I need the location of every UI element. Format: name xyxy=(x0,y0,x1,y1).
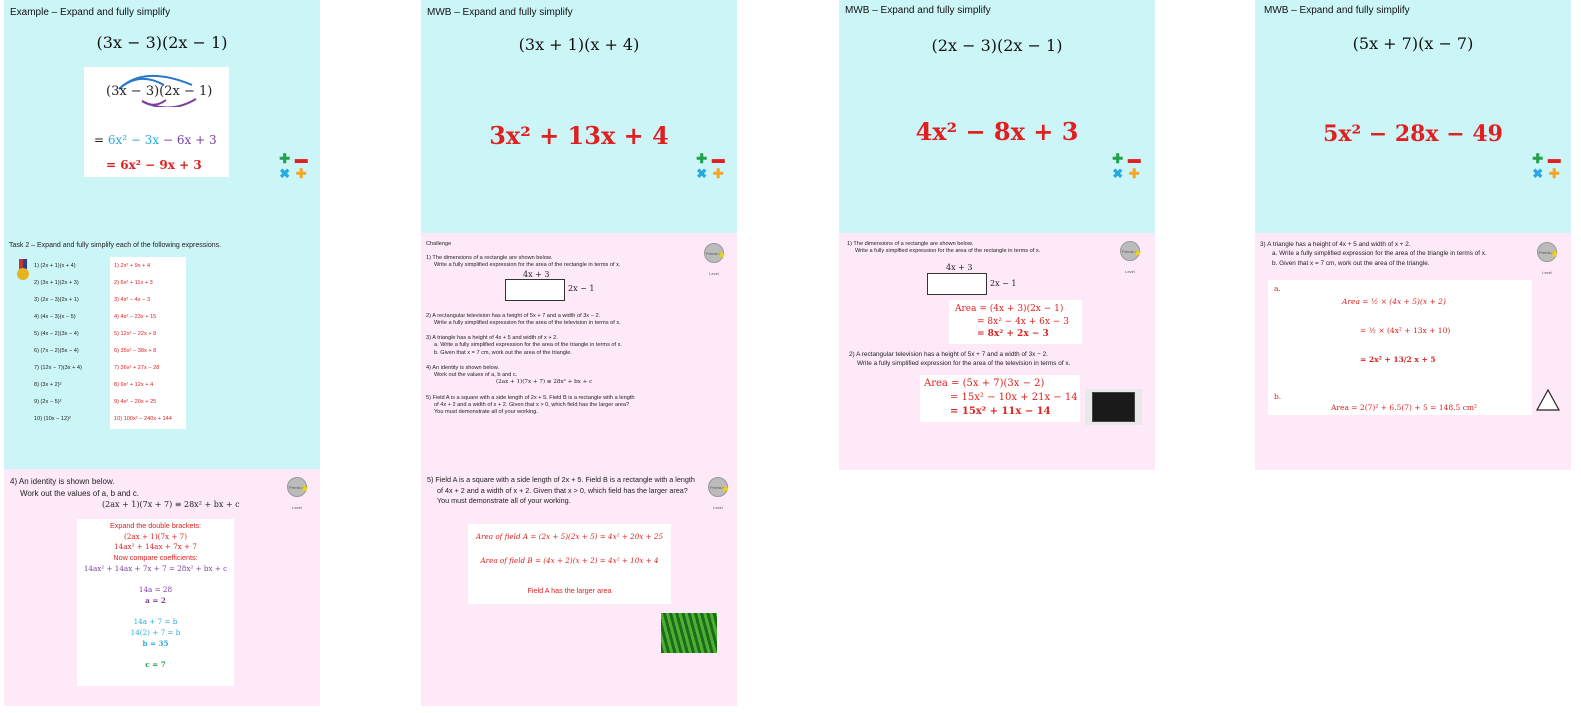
question: 4) (4x − 3)(x − 5) xyxy=(34,313,76,320)
answer: 1) 2x² + 9x + 4 xyxy=(114,262,151,269)
answer: 4x² − 8x + 3 xyxy=(915,117,1079,146)
solution-line: Expand the double brackets: xyxy=(109,521,202,530)
operations-icon: ✚ ▬ ✖ ✚ xyxy=(279,151,308,181)
premium-level-badge: Premium Level ★ xyxy=(287,477,307,497)
slide-title: MWB – Expand and fully simplify xyxy=(1264,5,1410,16)
triangle-question: 3) A triangle has a height of 4x + 5 and width of x + 2. a. Write a fully simplified expression for the area of the triangle in terms of x. b. Given that x = 7 cm, work out the area of the triangle. xyxy=(1260,241,1487,267)
answer: 3x² + 13x + 4 xyxy=(489,121,669,150)
column-1 xyxy=(4,0,320,713)
example-expression: (3x − 3)(2x − 1) xyxy=(106,84,213,99)
answer: 8) 9x² + 12x + 4 xyxy=(114,381,154,388)
rectangle-diagram xyxy=(927,273,987,295)
answer: 3) 4x² − 4x − 3 xyxy=(114,296,151,303)
slide-mwb-3 xyxy=(1255,0,1571,233)
solution-line: Now compare coefficients: xyxy=(113,553,198,563)
premium-level-badge: Premium Level ★ xyxy=(704,243,724,263)
triangle-solution-box: a. Area = ½ × (4x + 5)(x + 2) = ½ × (4x² + 13x + 10) = 2x² + 13/2 x + 5 b. Area = 2(7)² + 6.5(7) + 5 = 148.5 cm² xyxy=(1268,280,1532,415)
slide-triangle-solution xyxy=(1255,233,1571,470)
operations-icon: ✚ ▬ ✖ ✚ xyxy=(696,151,725,181)
column-2 xyxy=(421,0,737,713)
solution-line: 14a = 28 xyxy=(138,585,173,595)
question: 2) (3x + 1)(2x + 3) xyxy=(34,279,79,286)
question: 10) (10x − 12)² xyxy=(34,415,71,422)
question: 9) (2x − 5)² xyxy=(34,398,62,405)
identity-question: 4) An identity is shown below. xyxy=(10,477,115,486)
answer: 4) 4x² − 23x + 15 xyxy=(114,313,157,320)
expression: (2x − 3)(2x − 1) xyxy=(931,36,1063,55)
answer: 5x² − 28x − 49 xyxy=(1323,121,1503,147)
expression: (3x + 1)(x + 4) xyxy=(518,35,640,54)
rect-side-label: 2x − 1 xyxy=(990,279,1017,288)
operations-icon: ✚ ▬ ✖ ✚ xyxy=(1532,151,1561,181)
slide-rect-solution xyxy=(839,233,1155,470)
answers-box xyxy=(110,257,186,429)
solution-line: a = 2 xyxy=(145,595,166,605)
solution-line: (2ax + 1)(7x + 7) xyxy=(123,531,188,541)
answer: 7) 36x² + 27x − 28 xyxy=(114,364,160,371)
slide-title: MWB – Expand and fully simplify xyxy=(427,7,573,18)
question: 8) (3x + 2)² xyxy=(34,381,62,388)
tv-question: 2) A rectangular television has a height of 5x + 7 and a width of 3x − 2. Write a fully simplified expression for the area of the television in terms of x. xyxy=(849,351,1071,367)
solution-line: 14(2) + 7 = b xyxy=(130,628,181,638)
question: 3) (2x − 3)(2x + 1) xyxy=(34,296,79,303)
answer: 9) 4x² − 20x + 25 xyxy=(114,398,157,405)
column-4 xyxy=(1255,0,1571,470)
solution-line: c = 7 xyxy=(145,660,166,670)
challenge-text: 1) The dimensions of a rectangle are shown below. Write a fully simplified expression for the area of the rectangle in terms of x. 4x + 3 2x − 1 2) A rectangular television has a height of 5x + 7 and a width of 3x − 2. Write a fully simplified expression for the area of the television in terms of x. 3) A triangle has a height of 4x + 5 and width of x + 2. a. Write a fully simplified expression for the area of the triangle in terms of x. b. Given that x = 7 cm, work out the area of the triangle. 4) An identity is shown below. Work out the values of a, b and c. (2ax + 1)(7x + 7) ≡ 28x² + bx + c 5) Field A is a square with a side length of 2x + 5. Field B is a rectangle with a length of 4x + 2 and a width of x + 2. Given that x > 0, which field has the larger area? You must demonstrate all of your working. xyxy=(426,255,635,416)
identity-expression: (2ax + 1)(7x + 7) ≡ 28x² + bx + c xyxy=(102,500,240,509)
answer: 2) 6x² + 11x + 3 xyxy=(114,279,153,286)
slide-example xyxy=(4,0,320,233)
rectangle-diagram xyxy=(505,279,565,301)
answer: 10) 100x² − 240x + 144 xyxy=(114,415,172,422)
term-3: − 6x xyxy=(159,133,192,147)
tv-image xyxy=(1085,389,1142,425)
term-2: − 3x xyxy=(127,133,160,147)
triangle-icon xyxy=(1535,388,1561,412)
rect-top-label: 4x + 3 xyxy=(946,263,973,272)
question: 7) (12x − 7)(3x + 4) xyxy=(34,364,82,371)
answer: 5) 12x² − 22x + 8 xyxy=(114,330,157,337)
term-4: + 3 xyxy=(191,133,217,147)
question: 5) (4x − 2)(3x − 4) xyxy=(34,330,79,337)
field-image xyxy=(661,613,717,653)
column-3 xyxy=(839,0,1155,470)
slide-title: Example – Expand and fully simplify xyxy=(10,7,171,18)
rect-solution-box: Area = (4x + 3)(2x − 1) = 8x² − 4x + 6x − 3 = 8x² + 2x − 3 xyxy=(949,300,1082,344)
challenge-heading: Challenge xyxy=(426,241,452,247)
slide-challenge xyxy=(421,233,737,469)
premium-level-badge: Premium Level ★ xyxy=(1120,241,1140,261)
expression: (3x − 3)(2x − 1) xyxy=(96,33,228,52)
question: 1) (2x + 1)(x + 4) xyxy=(34,262,76,269)
gold-medal-icon xyxy=(16,259,30,287)
tv-solution-box: Area = (5x + 7)(3x − 2) = 15x² − 10x + 21x − 14 = 15x² + 11x − 14 xyxy=(920,375,1080,422)
solution-line: 14a + 7 = b xyxy=(133,617,178,627)
solution-line: 14ax² + 14ax + 7x + 7 = 28x² + bx + c xyxy=(83,563,228,573)
operations-icon: ✚ ▬ ✖ ✚ xyxy=(1112,151,1141,181)
task2-title: Task 2 – Expand and fully simplify each of the following expressions. xyxy=(9,242,222,249)
rect-question: 1) The dimensions of a rectangle are shown below. Write a fully simplfied expression for the area of the rectangle in terms of x. xyxy=(847,241,1041,255)
worked-example-box xyxy=(84,67,229,177)
solution-line: 14ax² + 14ax + 7x + 7 xyxy=(114,542,197,552)
identity-sub: Work out the values of a, b and c. xyxy=(20,489,140,498)
eq-sign: = xyxy=(94,133,108,147)
premium-level-badge: Premium Level ★ xyxy=(708,477,728,497)
field-solution-box: Area of field A = (2x + 5)(2x + 5) = 4x² + 20x + 25 Area of field B = (4x + 2)(x + 2) = 4x² + 10x + 4 Field A has the larger area xyxy=(468,524,671,604)
solution-line: b = 35 xyxy=(142,638,169,648)
expansion-step-1 xyxy=(94,133,217,147)
slide-title: MWB – Expand and fully simplify xyxy=(845,5,991,16)
term-1: 6x² xyxy=(107,133,128,147)
slide-mwb-1 xyxy=(421,0,737,233)
slide-mwb-2 xyxy=(839,0,1155,233)
slide-task2 xyxy=(4,233,320,469)
expression: (5x + 7)(x − 7) xyxy=(1352,34,1474,53)
expansion-step-2: = 6x² − 9x + 3 xyxy=(106,158,202,172)
slide-field xyxy=(421,469,737,706)
identity-solution-box xyxy=(77,519,234,686)
questions-list xyxy=(34,257,109,427)
slide-identity xyxy=(4,469,320,706)
premium-level-badge: Premium Level ★ xyxy=(1537,242,1557,262)
field-question: 5) Field A is a square with a side length of 2x + 5. Field B is a rectangle with a length of 4x + 2 and a width of x + 2. Given that x > 0, which field has the larger area? You must demonstrate all of your working. xyxy=(427,475,695,505)
question: 6) (7x − 2)(5x − 4) xyxy=(34,347,79,354)
answer: 6) 35x² − 38x + 8 xyxy=(114,347,157,354)
